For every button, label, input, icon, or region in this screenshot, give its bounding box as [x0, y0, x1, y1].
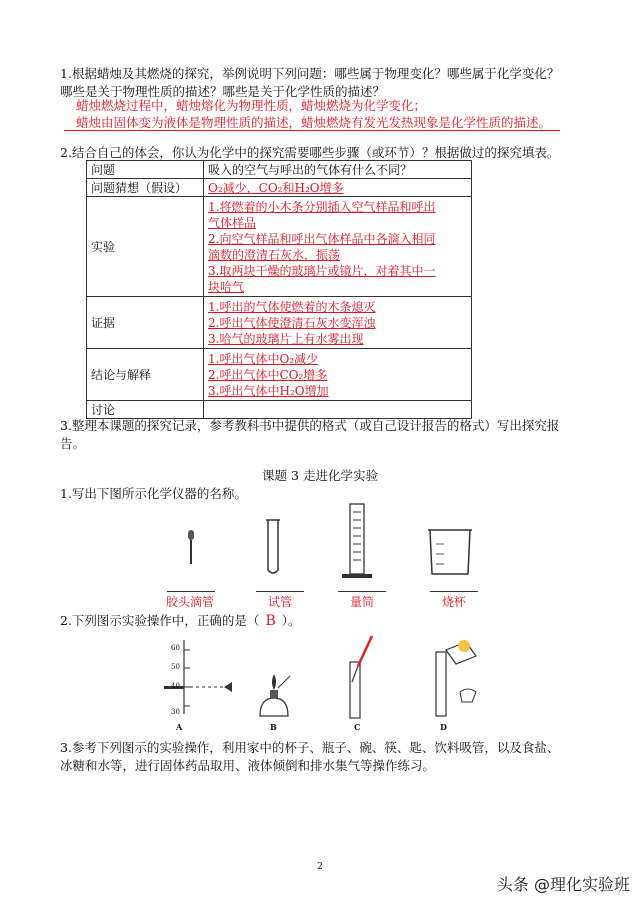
figure-label-d: D [440, 722, 447, 732]
conclusion-line: 3.呼出气体中H₂O增加 [208, 383, 329, 398]
conclusion-line: 1.呼出气体中O₂减少 [208, 351, 319, 366]
inquiry-table [86, 160, 472, 419]
q2-line-1: 2.结合自己的体会，你认为化学中的探究需要哪些步骤（或环节）？根据做过的探究填表。 [60, 145, 560, 160]
q1-answer-2: 蜡烛由固体变为液体是物理性质的描述，蜡烛燃烧有发光发热现象是化学性质的描述。 [76, 115, 552, 130]
answer-blank-1 [167, 591, 215, 592]
lesson-q2-answer: B [265, 613, 276, 629]
lesson-title: 课题 3 走进化学实验 [262, 468, 378, 483]
conclusion-line: 2.呼出气体中CO₂增多 [208, 367, 328, 382]
page-number: 2 [317, 862, 323, 872]
instrument-name-4: 烧杯 [441, 595, 466, 609]
q3-line-1: 3.整理本课题的探究记录，参考教科书中提供的格式（或自己设计报告的格式）写出探究报 [60, 418, 560, 433]
q1-line-1: 1.根据蜡烛及其燃烧的探究，举例说明下列问题：哪些属于物理变化？哪些属于化学变化？ [60, 66, 560, 81]
lesson-q2-prefix: 2.下列图示实验操作中，正确的是（ [60, 613, 260, 628]
table-key-question: 问题 [87, 161, 204, 179]
instrument-name-1: 胶头滴管 [165, 595, 214, 609]
answer-blank-3 [338, 591, 386, 592]
evidence-line: 3.哈气的玻璃片上有水雾出现 [208, 331, 364, 346]
evidence-line: 2.呼出气体使澄清石灰水变浑浊 [208, 315, 376, 330]
table-val-experiment [204, 197, 472, 297]
cyl-tick-50: 50 [171, 663, 180, 671]
evidence-line: 1.呼出的气体使燃着的木条熄灭 [208, 299, 376, 314]
table-val-evidence [204, 297, 472, 349]
graduated-cylinder-drawing [342, 504, 372, 578]
dropper-drawing [188, 530, 194, 564]
instrument-name-2: 试管 [267, 595, 292, 609]
answer-blank-4 [430, 591, 478, 592]
figure-b-drawing [260, 674, 290, 716]
q1-answer-1: 蜡烛燃烧过程中，蜡烛熔化为物理性质，蜡烛燃烧为化学变化； [76, 98, 427, 113]
lesson-q3-line-2: 冰糖和水等，进行固体药品取用、液体倾倒和排水集气等操作练习。 [60, 758, 436, 773]
q3-line-2: 告。 [60, 436, 86, 451]
figure-label-b: B [270, 722, 277, 732]
exp-line: 1.将燃着的小木条分别插入空气样品和呼出 [208, 199, 436, 214]
figure-label-a: A [176, 722, 183, 732]
table-key-conclusion: 结论与解释 [87, 349, 204, 401]
q1-answer-box [64, 92, 560, 131]
figure-d-drawing [436, 640, 476, 716]
lesson-q3-line-1: 3.参考下列图示的实验操作，利用家中的杯子、瓶子、碗、筷、匙、饮料吸管，以及食盐、 [60, 740, 560, 755]
exp-line: 滴数的澄清石灰水，振荡 [208, 247, 341, 262]
table-key-hypothesis: 问题猜想（假设） [87, 179, 204, 197]
answer-blank-2 [256, 591, 304, 592]
beaker-drawing [428, 530, 472, 574]
lesson-q2 [60, 611, 301, 629]
instruments-figure [150, 500, 490, 590]
exp-line: 2.向空气样品和呼出气体样品中各滴入相同 [208, 231, 436, 246]
exp-line: 3.取两块干燥的玻璃片或镜片，对着其中一 [208, 263, 436, 278]
table-val-conclusion [204, 349, 472, 401]
cyl-tick-40: 40 [171, 682, 180, 690]
lesson-q1: 1.写出下图所示化学仪器的名称。 [60, 486, 247, 501]
instrument-name-3: 量筒 [349, 595, 374, 609]
cyl-tick-60: 60 [171, 644, 180, 652]
table-val-hypothesis: O₂减少，CO₂和H₂O增多 [208, 180, 344, 195]
operations-figure [160, 632, 500, 730]
q1-line-2: 哪些是关于物理性质的描述？哪些是关于化学性质的描述？ [60, 84, 386, 99]
exp-line: 气体样品 [208, 215, 257, 230]
lesson-q2-suffix: ）。 [281, 613, 301, 628]
cyl-tick-30: 30 [171, 708, 180, 716]
figure-label-c: C [354, 722, 361, 732]
test-tube-drawing [266, 520, 280, 573]
watermark: 头条 @理化实验班 [496, 875, 630, 894]
table-key-evidence: 证据 [87, 297, 204, 349]
figure-c-drawing [350, 636, 372, 718]
table-key-experiment: 实验 [87, 197, 204, 297]
exp-line: 块哈气 [208, 279, 245, 294]
table-key-discussion: 讨论 [87, 401, 204, 419]
table-val-question: 吸入的空气与呼出的气体有什么不同？ [204, 161, 472, 179]
